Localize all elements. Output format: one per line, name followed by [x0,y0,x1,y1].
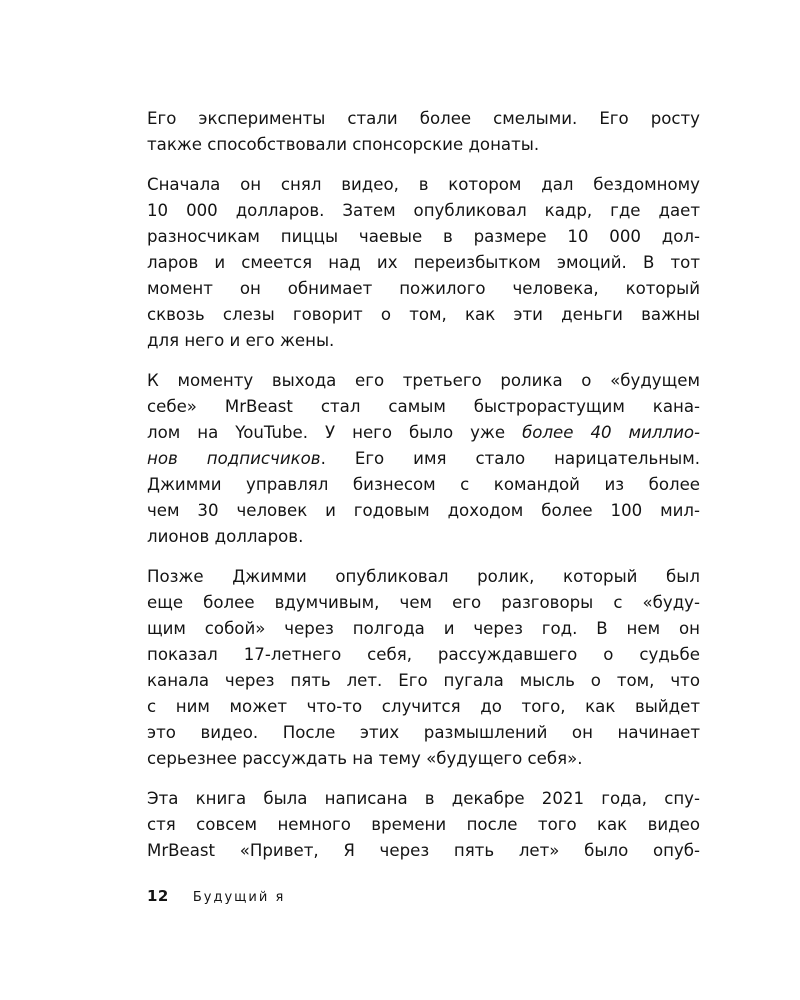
text-line: для него и его жены. [147,331,335,350]
text-line: лионов долларов. [147,527,304,546]
text-line: серьезнее рассуждать на тему «будущего себя». [147,749,583,768]
text-line-mixed [147,446,700,472]
text-line: Его эксперименты стали более смелыми. Его росту [147,109,700,128]
text-line: это видео. После этих размышлений он начинает [147,723,700,742]
running-head: Будущий я [192,890,286,905]
text-line: с ним может что-то случится до того, как выйдет [147,697,700,716]
italic-segment: нов подписчиков [147,449,321,468]
text-line: чем 30 человек и годовым доходом более 100 мил- [147,501,700,520]
page-footer [147,886,285,905]
text-line: Джимми управлял бизнесом с командой из более [147,475,700,494]
text-line: стя совсем немного времени после того как видео [147,815,700,834]
page-number: 12 [147,887,169,905]
text-line-mixed [147,420,700,446]
text-segment: . Его имя стало нарицательным. [320,449,700,468]
paragraph-3 [147,368,700,550]
text-line: канала через пять лет. Его пугала мысль о том, что [147,671,700,690]
text-segment: лом на YouTube. У него было уже [147,423,523,442]
page-body [147,106,700,864]
paragraph-2 [147,172,700,354]
text-line: щим собой» через полгода и через год. В нем он [147,619,700,638]
paragraph-5 [147,786,700,864]
text-line: Эта книга была написана в декабре 2021 года, спу- [147,789,700,808]
italic-segment: более 40 миллио- [522,423,700,442]
text-line: также способствовали спонсорские донаты. [147,135,540,154]
text-line: себе» MrBeast стал самым быстрорастущим кана- [147,397,700,416]
text-line: 10 000 долларов. Затем опубликовал кадр, где дает [147,201,700,220]
text-line: ларов и смеется над их переизбытком эмоций. В тот [147,253,700,272]
text-line: Сначала он снял видео, в котором дал бездомному [147,175,700,194]
paragraph-4 [147,564,700,772]
paragraph-1 [147,106,700,158]
text-line: показал 17-летнего себя, рассуждавшего о судьбе [147,645,700,664]
text-line: момент он обнимает пожилого человека, который [147,279,700,298]
text-line: сквозь слезы говорит о том, как эти деньги важны [147,305,700,324]
text-line: К моменту выхода его третьего ролика о «будущем [147,371,700,390]
text-line: Позже Джимми опубликовал ролик, который был [147,567,700,586]
text-line: MrBeast «Привет, Я через пять лет» было опуб- [147,841,700,860]
text-line: разносчикам пиццы чаевые в размере 10 000 дол- [147,227,700,246]
text-line: еще более вдумчивым, чем его разговоры с «буду- [147,593,700,612]
